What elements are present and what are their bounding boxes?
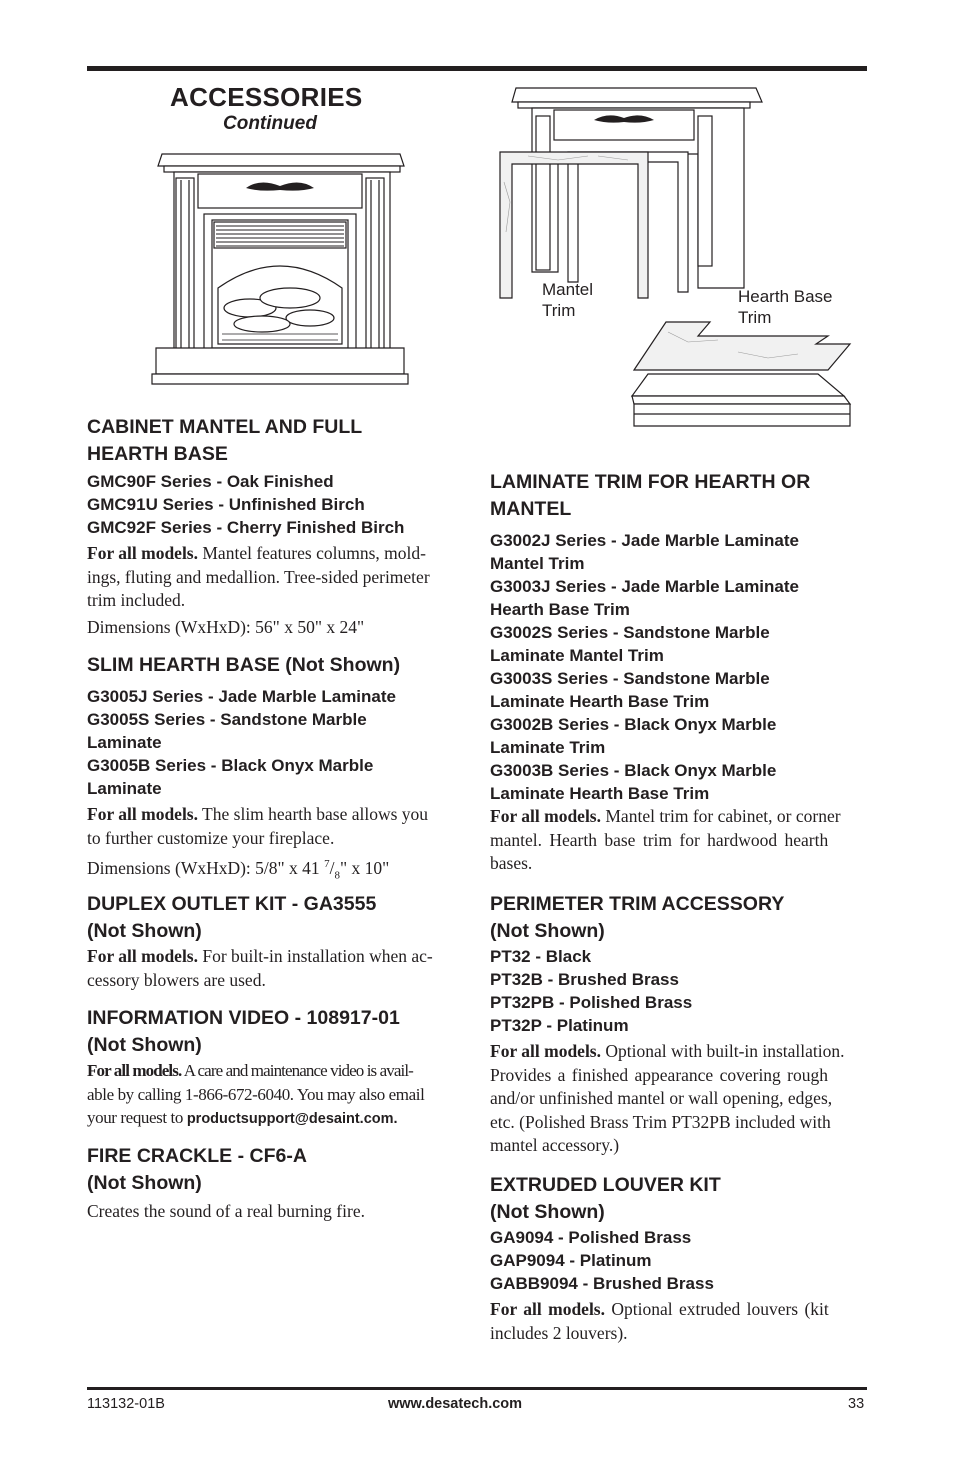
video-section: [87, 1005, 465, 1132]
model-list: GMC90F Series - Oak Finished GMC91U Series - Unfinished Birch GMC92F Series - Cherry Finished Birch: [87, 472, 405, 537]
section-body: For all models. Optional with built-in installation. Provides a finished appearance covering rough and/or unfinished mantel or wall opening, edges, etc. (Polished Brass Trim PT32PB included with mantel accessory.): [490, 1041, 845, 1155]
section-heading: FIRE CRACKLE - CF6-A (Not Shown): [87, 1145, 307, 1194]
duplex-section: [87, 891, 465, 992]
cabinet-section: [87, 414, 465, 639]
perimeter-trim-section: [490, 891, 867, 1158]
section-body: For all models. A care and maintenance video is avail- able by calling 1-866-672-6040. You may also email your request to productsupport@desaint.com.: [87, 1061, 425, 1127]
page-subtitle: Continued: [223, 113, 317, 134]
section-body: Creates the sound of a real burning fire.: [87, 1201, 365, 1221]
section-heading: INFORMATION VIDEO - 108917-01 (Not Shown): [87, 1007, 400, 1056]
laminate-trim-illustration: [498, 82, 860, 454]
section-heading: PERIMETER TRIM ACCESSORY (Not Shown): [490, 893, 785, 942]
support-email-link[interactable]: productsupport@desaint.com.: [186, 1111, 398, 1127]
model-list: G3005J Series - Jade Marble Laminate G3005S Series - Sandstone Marble Laminate G3005B Series - Black Onyx Marble Laminate: [87, 687, 396, 798]
page-number: 33: [848, 1396, 865, 1412]
hearth-base-trim-label: Hearth Base Trim: [738, 287, 833, 327]
slim-hearth-section: [87, 652, 465, 888]
section-heading: LAMINATE TRIM FOR HEARTH OR MANTEL: [490, 471, 811, 520]
model-list: PT32 - Black PT32B - Brushed Brass PT32PB - Polished Brass PT32P - Platinum: [490, 947, 693, 1035]
section-heading: SLIM HEARTH BASE (Not Shown): [87, 654, 401, 676]
page-title: ACCESSORIES: [170, 82, 363, 112]
mantel-trim-label: Mantel Trim: [542, 280, 594, 320]
louver-kit-section: [490, 1172, 867, 1345]
bottom-rule: [87, 1387, 867, 1390]
section-heading: DUPLEX OUTLET KIT - GA3555 (Not Shown): [87, 893, 377, 942]
section-body: For all models. Mantel features columns, mold- ings, fluting and medallion. Tree-sided perimeter trim included. Dimensions (WxHxD): 56" x 50" x 24": [87, 543, 430, 637]
section-body: For all models. The slim hearth base allows you to further customize your fireplace. Dimensions (WxHxD): 5/8" x 41 $^7/_8$" x 10": [87, 804, 429, 882]
section-heading: EXTRUDED LOUVER KIT (Not Shown): [490, 1174, 721, 1223]
section-body: For all models. Mantel trim for cabinet, or corner mantel. Hearth base trim for hardwood hearth bases.: [490, 806, 841, 873]
cabinet-mantel-illustration: [150, 148, 410, 408]
doc-number: 113132-01B: [87, 1396, 165, 1412]
section-body: For all models. For built-in installation when ac- cessory blowers are used.: [87, 946, 433, 990]
model-list: GA9094 - Polished Brass GAP9094 - Platinum GABB9094 - Brushed Brass: [490, 1228, 714, 1293]
section-body: For all models. Optional extruded louvers (kit includes 2 louvers).: [490, 1299, 829, 1343]
section-heading: CABINET MANTEL AND FULL HEARTH BASE: [87, 416, 363, 465]
fire-crackle-section: [87, 1143, 465, 1224]
model-list: G3002J Series - Jade Marble Laminate Mantel Trim G3003J Series - Jade Marble Laminate Hearth Base Trim G3002S Series - Sandstone Marble Laminate Mantel Trim G3003S Series - Sandstone Marble Laminate Hearth Base Trim G3002B Series - Black Onyx Marble Laminate Trim G3003B Series - Black Onyx Marble Laminate Hearth Base Trim: [490, 531, 799, 803]
laminate-trim-section: [490, 469, 867, 876]
top-rule: [87, 66, 867, 71]
website-link[interactable]: www.desatech.com: [388, 1396, 523, 1412]
